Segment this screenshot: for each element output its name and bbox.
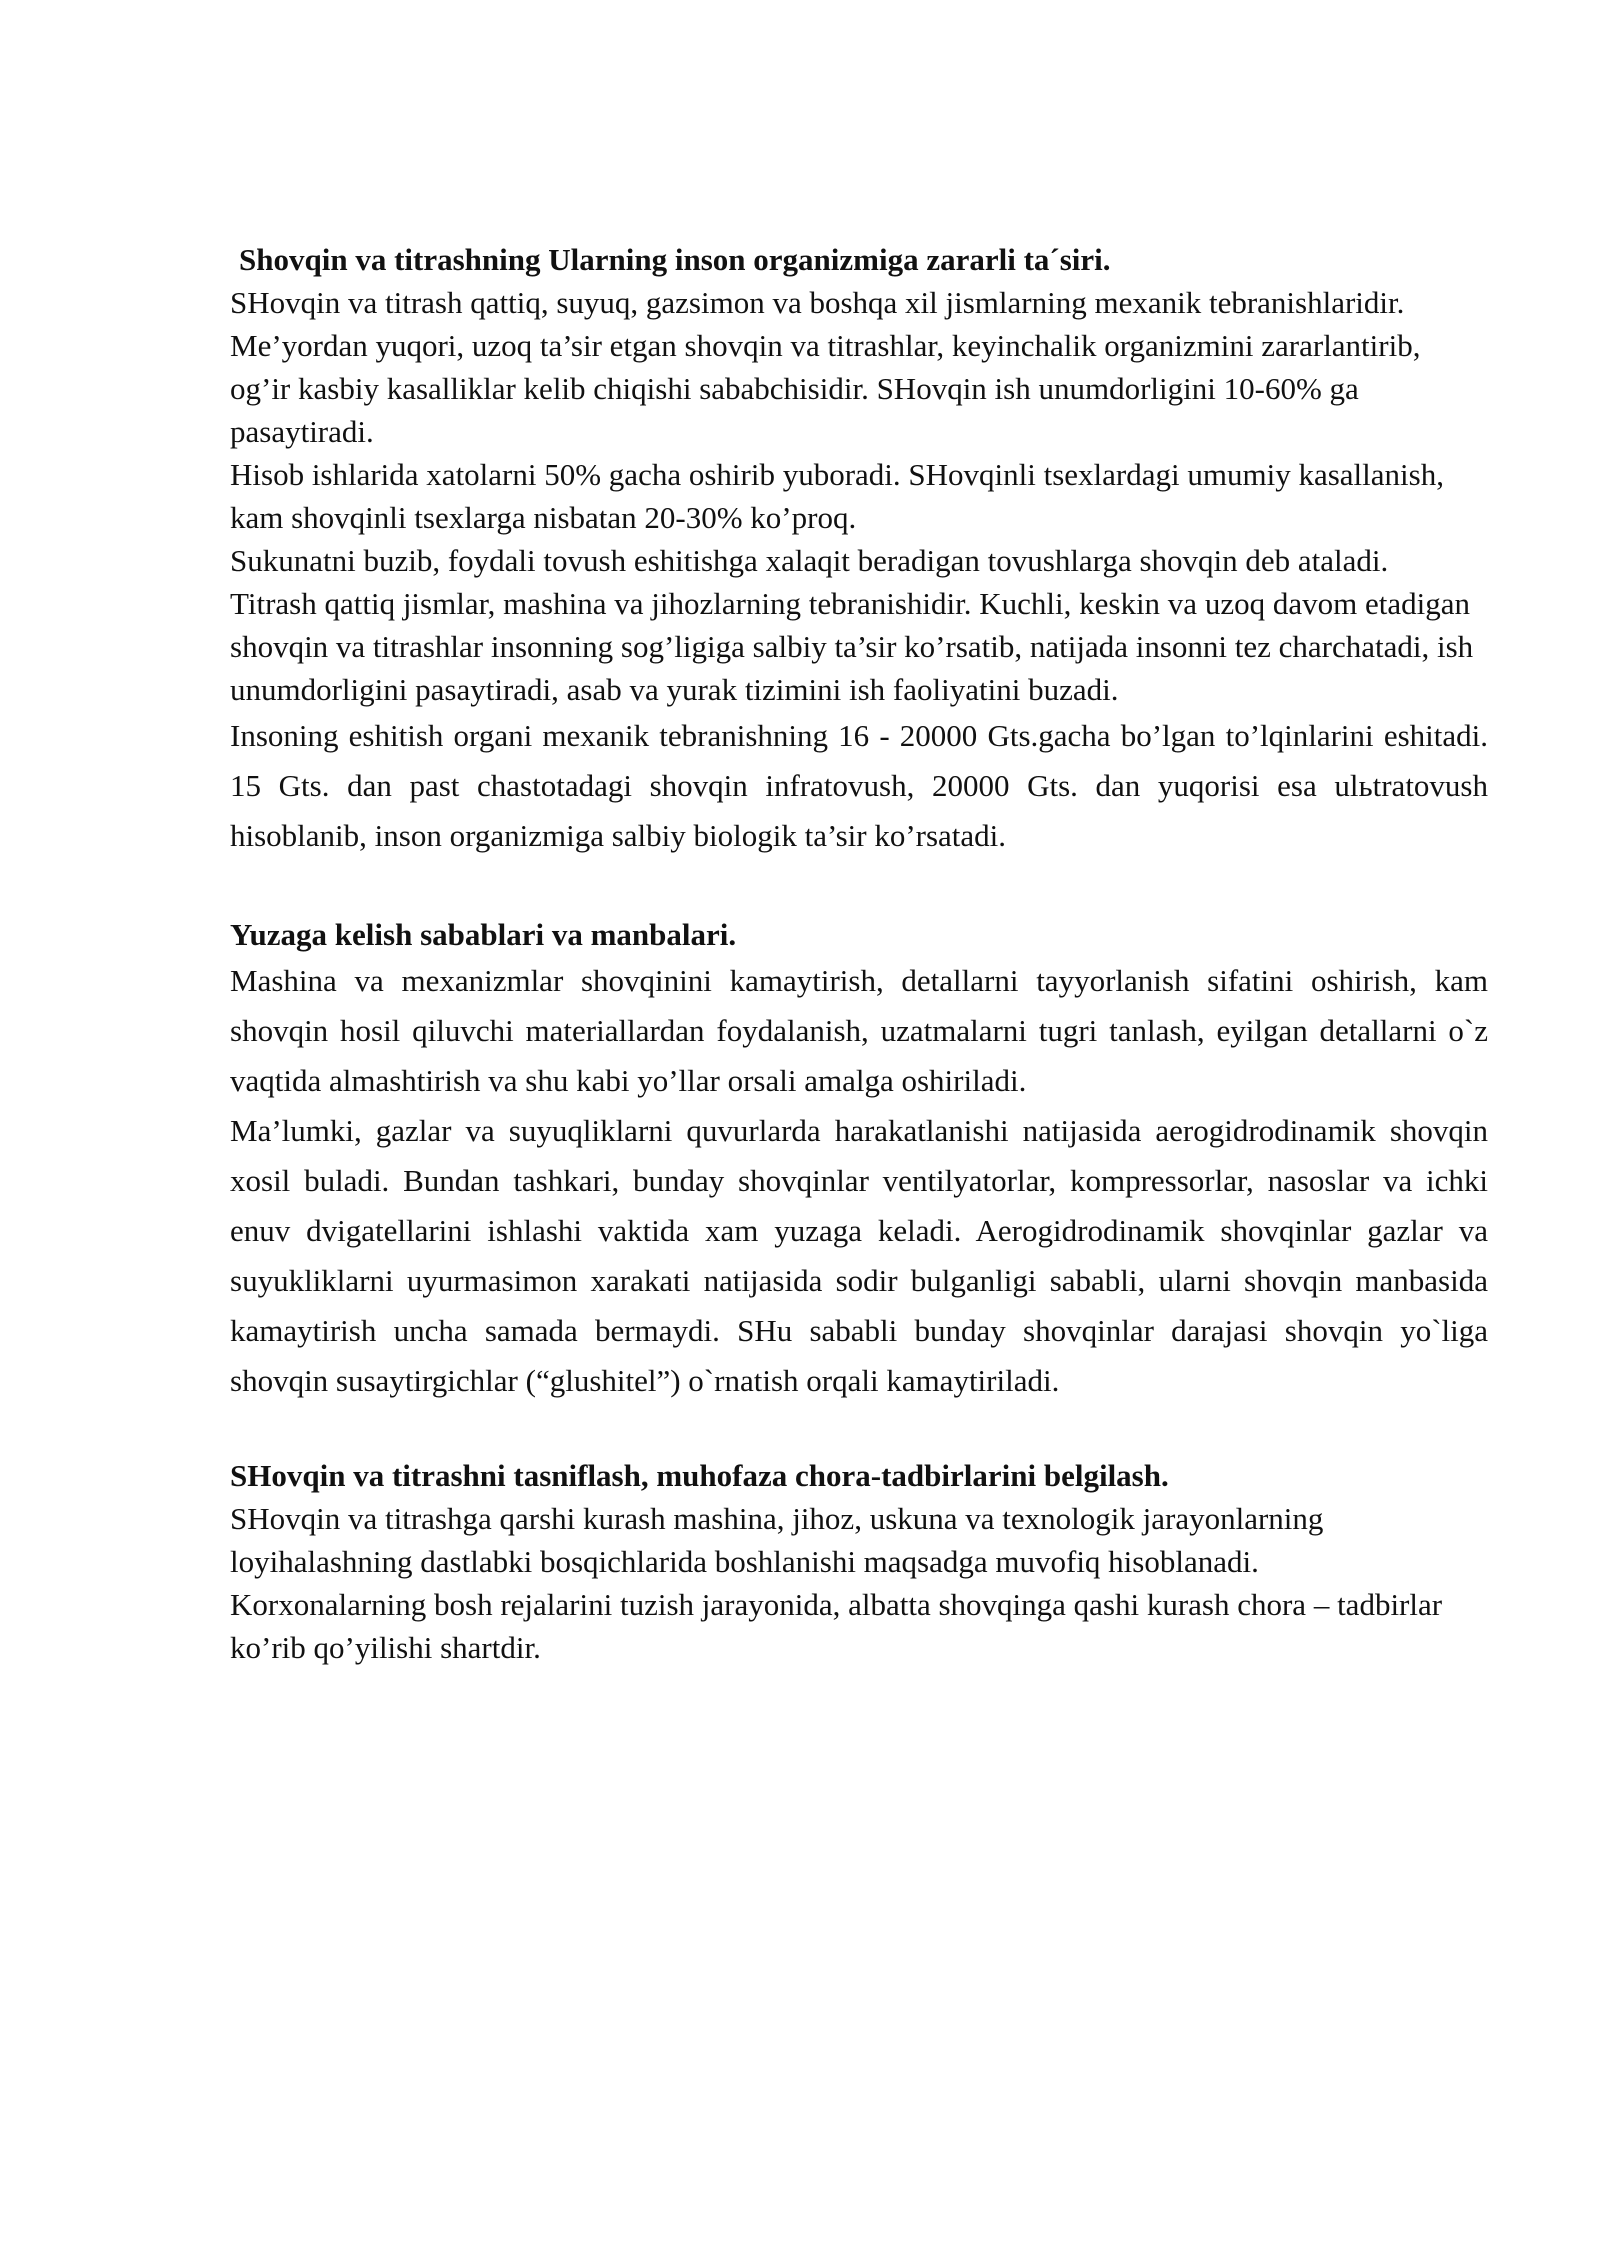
section-heading-1: Shovqin va titrashning Ularning inson organizmiga zararli ta´siri.: [239, 242, 1111, 277]
paragraph: Hisob ishlarida xatolarni 50% gacha oshirib yuboradi. SHovqinli tsexlardagi umumiy kasallanish, kam shovqinli tsexlarga nisbatan 20-30% ko’proq.: [230, 457, 1444, 535]
paragraph: Insoning eshitish organi mexanik tebranishning 16 - 20000 Gts.gacha bo’lgan to’lqinlarini eshitadi. 15 Gts. dan past chastotadagi shovqin infratovush, 20000 Gts. dan yuqorisi esa ulьtratovush hisoblanib, inson organizmiga salbiy biologik ta’sir ko’rsatadi.: [230, 718, 1488, 853]
paragraph: Me’yordan yuqori, uzoq ta’sir etgan shovqin va titrashlar, keyinchalik organizmini zararlantirib, og’ir kasbiy kasalliklar kelib chiqishi sababchisidir. SHovqin ish unumdorligini 10-60% ga pasaytiradi.: [230, 328, 1421, 449]
document-page: [230, 238, 1488, 1669]
paragraph: SHovqin va titrashga qarshi kurash mashina, jihoz, uskuna va texnologik jarayonlarning loyihalashning dastlabki bosqichlarida boshlanishi maqsadga muvofiq hisoblanadi.: [230, 1501, 1324, 1579]
paragraph: Mashina va mexanizmlar shovqinini kamaytirish, detallarni tayyorlanish sifatini oshirish, kam shovqin hosil qiluvchi materiallardan foydalanish, uzatmalarni tugri tanlash, eyilgan detallarni o`z vaqtida almashtirish va shu kabi yo’llar orsali amalga oshiriladi.: [230, 963, 1488, 1098]
spacer: [230, 861, 1488, 913]
spacer: [230, 1406, 1488, 1454]
section-heading-2: Yuzaga kelish sabablari va manbalari.: [230, 917, 737, 952]
paragraph: Titrash qattiq jismlar, mashina va jihozlarning tebranishidir. Kuchli, keskin va uzoq davom etadigan shovqin va titrashlar insonning sog’ligiga salbiy ta’sir ko’rsatib, natijada insonni tez charchatadi, ish unumdorligini pasaytiradi, asab va yurak tizimini ish faoliyatini buzadi.: [230, 586, 1474, 707]
section-heading-3: SHovqin va titrashni tasniflash, muhofaza chora-tadbirlarini belgilash.: [230, 1458, 1169, 1493]
paragraph: SHovqin va titrash qattiq, suyuq, gazsimon va boshqa xil jismlarning mexanik tebranishlaridir.: [230, 285, 1405, 320]
paragraph: Korxonalarning bosh rejalarini tuzish jarayonida, albatta shovqinga qashi kurash chora – tadbirlar ko’rib qo’yilishi shartdir.: [230, 1587, 1443, 1665]
paragraph: Sukunatni buzib, foydali tovush eshitishga xalaqit beradigan tovushlarga shovqin deb ataladi.: [230, 543, 1389, 578]
paragraph: Ma’lumki, gazlar va suyuqliklarni quvurlarda harakatlanishi natijasida aerogidrodinamik shovqin xosil buladi. Bundan tashkari, bunday shovqinlar ventilyatorlar, kompressorlar, nasoslar va ichki enuv dvigatellarini ishlashi vaktida xam yuzaga keladi. Aerogidrodinamik shovqinlar gazlar va suyukliklarni uyurmasimon xarakati natijasida sodir bulganligi sababli, ularni shovqin manbasida kamaytirish uncha samada bermaydi. SHu sababli bunday shovqinlar darajasi shovqin yo`liga shovqin susaytirgichlar (“glushitel”) o`rnatish orqali kamaytiriladi.: [230, 1113, 1488, 1398]
